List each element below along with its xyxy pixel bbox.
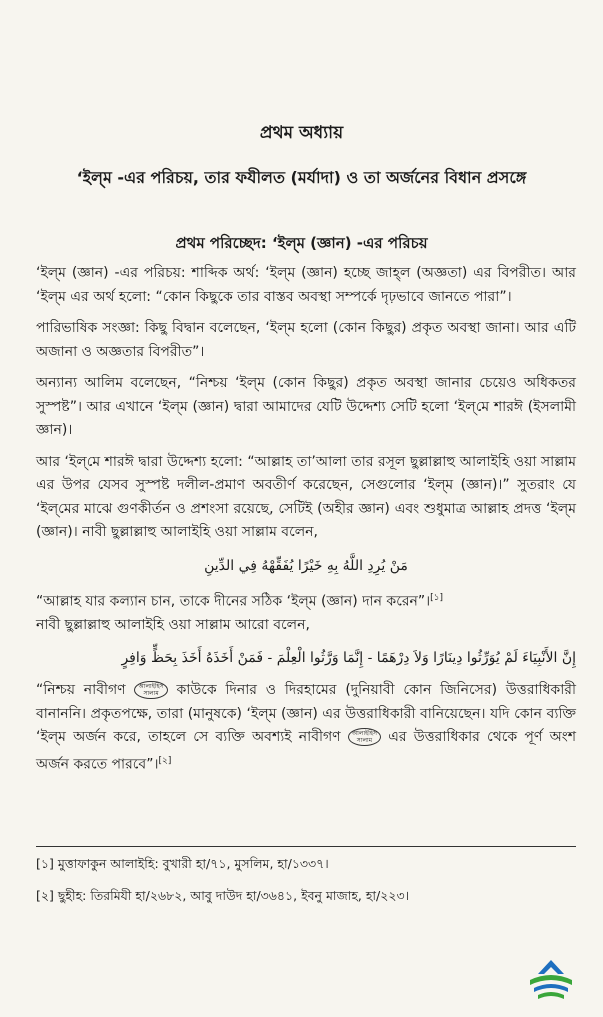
translation-2-part-b: কাউকে দিনার ও দিরহামের (দুনিয়াবী কোন জিনিসের) উত্তরাধিকারী বানাননি। প্রকৃতপক্ষে, তারা (মানুষকে) ‘ইল্‌ম (জ্ঞান) এর উত্তরাধিকারী বানিয়েছেন। যদি কোন ব্যক্তি ‘ইল্‌ম অর্জন করে, তাহলে সে ব্যক্তি অবশ্যই নাবীগণ <box>36 682 576 746</box>
paragraph-definition: ‘ইল্‌ম (জ্ঞান) -এর পরিচয়: শাব্দিক অর্থ: ‘ইল্‌ম (জ্ঞান) হচ্ছে জাহ্‌ল (অজ্ঞতা) এর বিপরীত। আর ‘ইল্‌ম এর অর্থ হলো: “কোন কিছুকে তার বাস্তব অবস্থা সম্পর্কে দৃঢ়ভাবে জানতে পারা”। <box>36 265 576 305</box>
paragraph-scholars: অন্যান্য আলিম বলেছেন, “নিশ্চয় ‘ইল্‌ম (কোন কিছুর) প্রকৃত অবস্থা জানার চেয়েও অধিকতর সুস্পষ্ট”। আর এখানে ‘ইল্‌ম (জ্ঞান) দ্বারা আমাদের যেটি উদ্দেশ্য সেটি হলো ‘ইল্‌মে শারঈ (ইসলামী জ্ঞান)। <box>36 375 576 438</box>
section-title: ‘ইল্‌ম -এর পরিচয়, তার ফযীলত (মর্যাদা) ও তা অর্জনের বিধান প্রসঙ্গে <box>76 168 527 187</box>
translation-2-part-c: এর উত্তরাধিকার থেকে পূর্ণ অংশ অর্জন করতে পারবে”। <box>36 729 577 773</box>
chapter-title: প্রথম অধ্যায় <box>259 123 344 143</box>
translation-1-text: “আল্লাহ যার কল্যান চান, তাকে দীনের সঠিক ‘ইল্‌ম (জ্ঞান) দান করেন”। <box>36 593 431 610</box>
footnote-ref-2: [২] <box>158 755 172 766</box>
translation-2-part-a: “নিশ্চয় নাবীগণ <box>36 682 126 699</box>
body-text <box>36 262 576 785</box>
intro-hadith-2: নাবী ছুল্লাল্লাহু আলাইহি ওয়া সাল্লাম আরো বলেন, <box>36 616 310 633</box>
publisher-logo-icon <box>526 958 576 1002</box>
arabic-hadith-1: مَنْ يُرِدِ اللَّهُ بِهِ خَيْرًا يُفَقِّهْهُ فِي الدِّينِ <box>204 557 408 574</box>
honorific-seal-2: আলাইহিস সালাম <box>348 728 381 746</box>
translation-1 <box>36 587 576 614</box>
footnote-ref-1: [১] <box>430 592 444 603</box>
translation-2 <box>36 679 576 777</box>
footnotes <box>36 846 576 919</box>
sub-title: প্রথম পরিচ্ছেদ: ‘ইল্‌ম (জ্ঞান) -এর পরিচয় <box>175 234 428 252</box>
honorific-seal-1: আলাইহিস সালাম <box>134 681 167 699</box>
arabic-hadith-2: إِنَّ الأَنْبِيَاءَ لَمْ يُوَرِّثُوا دِينَارًا وَلاَ دِرْهَمًا - إِنَّمَا وَرَّثُوا الْعِلْمَ - فَمَنْ أَخَذَهُ أَخَذَ بِحَظٍّ وَافِرٍ <box>121 650 576 667</box>
paragraph-terminology: পারিভাষিক সংজ্ঞা: কিছু বিদ্বান বলেছেন, ‘ইল্‌ম হলো (কোন কিছুর) প্রকৃত অবস্থা জানা। আর এটি অজানা ও অজ্ঞতার বিপরীত”। <box>36 320 576 360</box>
paragraph-sharia-knowledge: আর ‘ইল্‌মে শারঈ দ্বারা উদ্দেশ্য হলো: “আল্লাহ তা’আলা তার রসূল ছুল্লাল্লাহু আলাইহি ওয়া সাল্লাম এর উপর যেসব সুস্পষ্ট দলীল-প্রমাণ অবতীর্ণ করেছেন, সেগুলোর ‘ইল্‌ম (জ্ঞান)।” সুতরাং যে ‘ইল্‌মের মাঝে গুণকীর্তন ও প্রশংসা রয়েছে, সেটিই (অহীর জ্ঞান) এবং শুধুমাত্র আল্লাহ প্রদত্ত ‘ইল্‌ম (জ্ঞান)। নাবী ছুল্লাল্লাহু আলাইহি ওয়া সাল্লাম বলেন, <box>36 453 576 540</box>
footnote-2: [২] ছুহীহ: তিরমিযী হা/২৬৮২, আবু দাউদ হা/৩৬৪১, ইবনু মাজাহ, হা/২২৩। <box>36 888 410 903</box>
footnote-1: [১] মুত্তাফাকুন আলাইহি: বুখারী হা/৭১, মুসলিম, হা/১৩৩৭। <box>36 856 329 871</box>
